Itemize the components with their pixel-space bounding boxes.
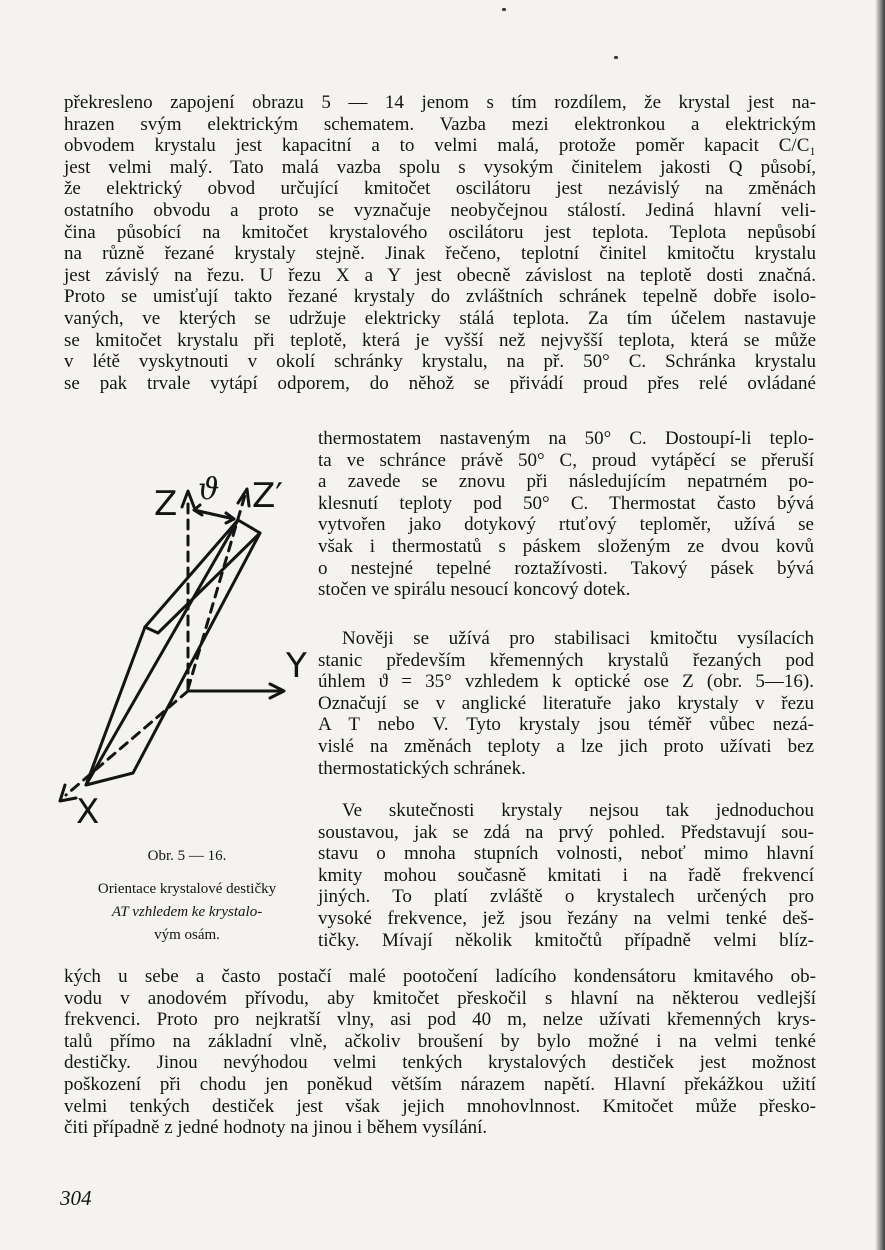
caption-line-2: AT vzhledem ke krystalo- [111,904,263,920]
text-line: ostatního obvodu a proto se vyznačuje neobyčejnou stálostí. Jediná hlavní veli- [64,199,816,221]
text-line: na různě řezané krystaly stejně. Jinak řečeno, teplotní činitel kmitočtu krystalu [64,243,816,265]
text-line: kmity mohou současně kmitati i na řadě frekvencí [318,864,814,886]
text-line: o nestejné tepelné roztažívosti. Takový pásek bývá [318,557,814,579]
text-line: stočen ve spirálu nesoucí koncový dotek. [318,579,631,601]
text-line: thermostatických schránek. [318,757,526,779]
text-line: vysoké frekvence, jež jsou řezány na velmi tenké deš- [318,907,814,929]
text-line: ta ve schránce právě 50° C, proud vytápěcí se přeruší [318,449,814,471]
page-edge-shadow [875,0,885,1250]
text-line: Ve skutečnosti krystaly nejsou tak jednoduchou [342,800,814,821]
print-speck [614,56,618,59]
text-line: překresleno zapojení obrazu 5 — 14 jenom s tím rozdílem, že krystal jest na- [64,92,816,113]
right-column-paragraph-1 [318,428,814,601]
text-line: velmi tenkých destiček jest však jejich mnohovlnnost. Kmitočet může přesko- [64,1095,816,1117]
top-text-block [64,92,816,394]
text-line: talů přímo na základní vlně, ačkoliv broušení by bylo možné i na velmi tenké [64,1030,816,1052]
text-line: jiných. To platí zvláště o krystalech určených pro [318,886,814,908]
text-line: Nověji se užívá pro stabilisaci kmitočtu vysílacích [342,628,814,649]
text-line: hrazen svým elektrickým schematem. Vazba mezi elektronkou a elektrickým [64,113,816,135]
text-line: jest závislý na řezu. U řezu X a Y jest obecně závislost na teplotě dosti značná. [64,264,816,286]
text-line: kých u sebe a často postačí malé pootočení ladícího kondensátoru kmitavého ob- [64,966,816,987]
text-line: thermostatem nastaveným na 50° C. Dostoupí-li teplo- [318,428,814,449]
text-line: úhlem ϑ = 35° vzhledem k optické ose Z (obr. 5—16). [318,671,814,693]
crystal-diagram-svg [48,455,318,830]
text-line: klesnutí teploty pod 50° C. Thermostat často bývá [318,492,814,514]
text-line: vaných, ve kterých se udržuje elektricky stálá teplota. Za tím účelem nastavuje [64,307,816,329]
text-line: destičky. Jinou nevýhodou velmi tenkých krystalových destiček jest možnost [64,1052,816,1074]
text-line: jest velmi malý. Tato malá vazba spolu s vysokým činitelem jakosti Q působí, [64,156,816,178]
text-line: a zavede se znovu při následujícím nepatrném po- [318,471,814,493]
figure-caption [64,845,310,947]
axis-label-y: Y [286,646,307,686]
text-line: Označují se v anglické literatuře jako krystaly v řezu [318,692,814,714]
angle-label-theta: ϑ [198,472,220,507]
crystal-slab-top-edge [145,520,238,627]
bottom-text-block [64,966,816,1139]
print-speck [502,8,506,11]
text-line: obvodem krystalu jest kapacitní a to velmi malá, protože poměr kapacit C/C₁ [64,135,816,157]
text-line: vytvořen jako dotykový rtuťový teploměr, užívá se [318,514,814,536]
text-line: čiti případně z jedné hodnoty na jinou i během vysílání. [64,1117,488,1139]
text-line: A T nebo V. Tyto krystaly jsou téměř vůbec nezá- [318,714,814,736]
figure-number: Obr. 5 — 16. [147,848,227,864]
caption-line-1: Orientace krystalové destičky [97,881,277,897]
text-line: tičky. Mívají několik kmitočtů případně velmi blíz- [318,929,814,951]
text-line: vodu v anodovém přívodu, aby kmitočet přeskočil s hlavní na některou vedlejší [64,987,816,1009]
axis-label-x: X [76,792,100,830]
text-line: se kmitočet krystalu při teplotě, která je vyšší než nejvyšší teplota, která se může [64,329,816,351]
right-column-paragraph-3 [318,800,814,951]
crystal-orientation-figure [48,455,318,830]
text-line: stanic především křemenných krystalů řezaných pod [318,649,814,671]
text-line: čina působící na kmitočet krystalového oscilátoru jest teplota. Teplota nepůsobí [64,221,816,243]
text-line: Proto se umisťují takto řezané krystaly do zvláštních schránek tepelně dobře isolo- [64,286,816,308]
text-line: stavu o mnoha stupních volnosti, neboť mimo hlavní [318,843,814,865]
page-number: 304 [60,1186,92,1210]
x-axis-line [66,691,188,795]
crystal-slab-edge [86,533,260,785]
text-line: v létě vyskytnouti v okolí schránky krystalu, na př. 50° C. Schránka krystalu [64,351,816,373]
caption-line-3: vým osám. [154,927,220,943]
text-line: se pak trvale vytápí odporem, do něhož se přivádí proud přes relé ovládané [64,372,816,394]
axis-label-z: Z [154,484,178,524]
text-line: frekvenci. Proto pro nejkratší vlny, asi pod 40 m, nelze užívati křemenných krys- [64,1009,816,1031]
text-line: poškození při chodu jen poněkud větším nárazem napětí. Hlavní překážkou užití [64,1073,816,1095]
text-line: soustavou, jak se zdá na prvý pohled. Představují sou- [318,821,814,843]
right-column-paragraph-2 [318,628,814,779]
axis-label-z-prime: Z′ [252,476,284,516]
text-line: však i thermostatů s páskem složeným ze dvou kovů [318,535,814,557]
text-line: vislé na změnách teploty a lze jich proto užívati bez [318,735,814,757]
text-line: že elektrický obvod určující kmitočet oscilátoru jest nezávislý na změnách [64,178,816,200]
